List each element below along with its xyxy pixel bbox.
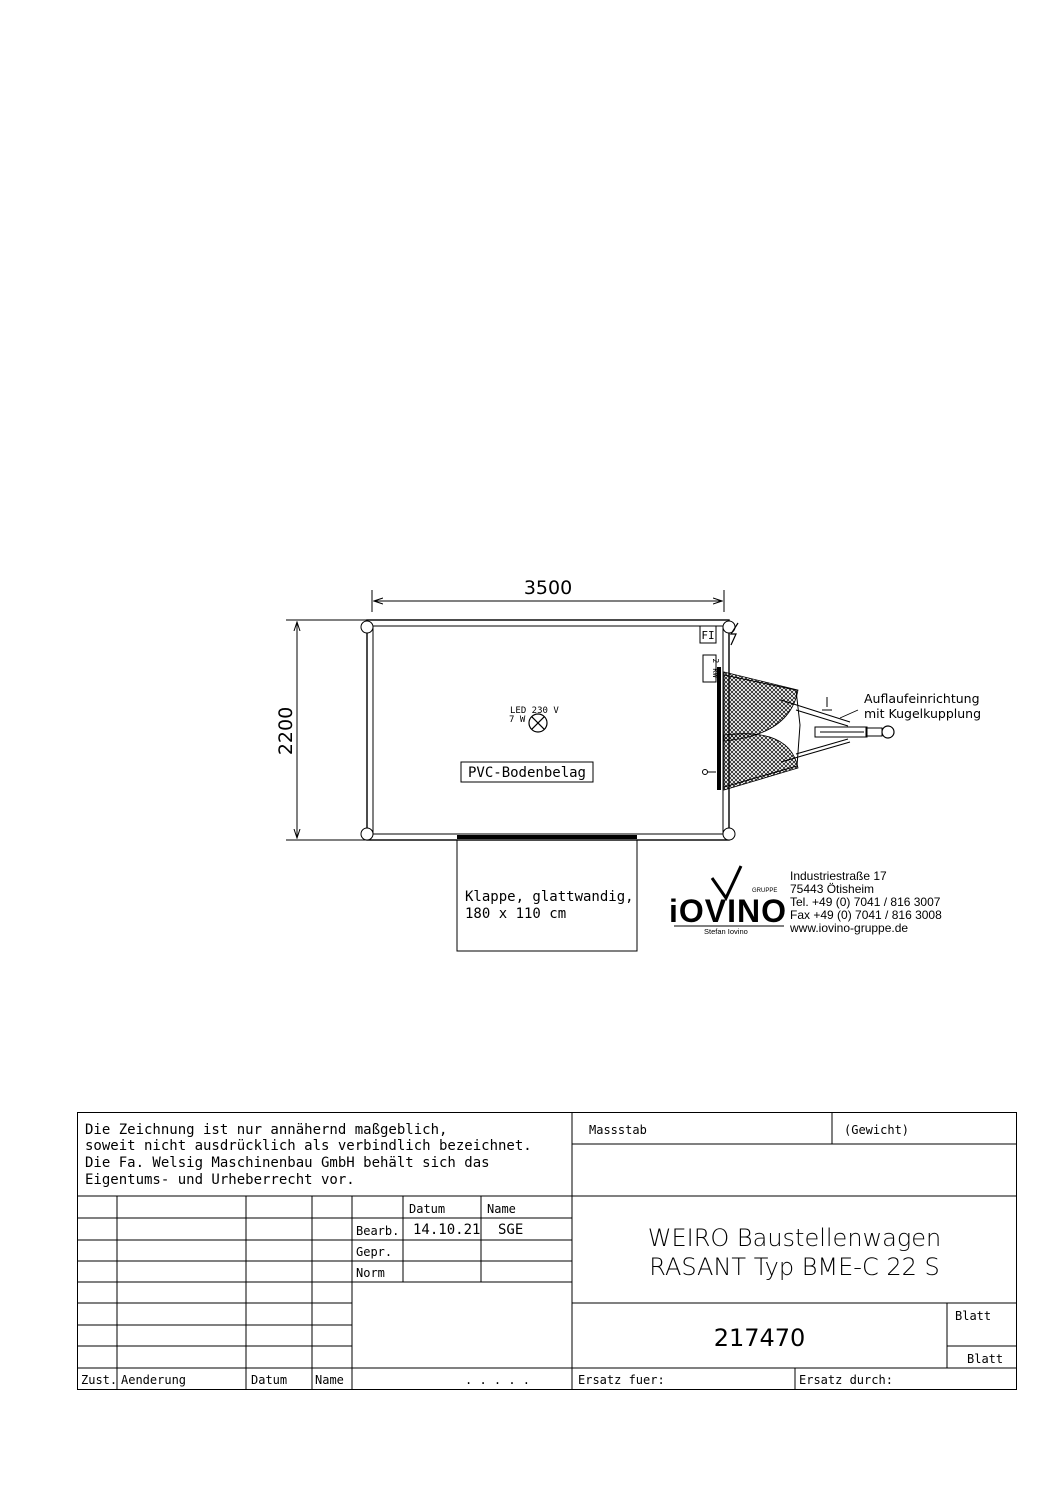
- hitch-label-line2: mit Kugelkupplung: [864, 706, 982, 721]
- company-web: www.iovino-gruppe.de: [790, 921, 909, 935]
- fi-switch-label: FI: [701, 629, 715, 642]
- drawing-title-line1: WEIRO Baustellenwagen: [647, 1224, 942, 1252]
- flap-door: [457, 837, 637, 951]
- floor-label: PVC-Bodenbelag: [467, 765, 587, 781]
- bearb-name: SGE: [498, 1222, 524, 1238]
- socket-label: 2 kW: [711, 658, 720, 678]
- logo-brand: iOVINO: [669, 893, 788, 929]
- fi-switch: [700, 626, 716, 643]
- trailer-body: [367, 620, 729, 840]
- sheet-label: Blatt: [955, 1309, 992, 1323]
- col-datum-header: Datum: [409, 1202, 446, 1216]
- logo-owner: Stefan Iovino: [704, 927, 748, 936]
- replaces-label: Ersatz fuer:: [578, 1373, 665, 1387]
- corner-stand-bottom-right: [723, 828, 735, 840]
- row-bearb: Bearb.: [356, 1224, 400, 1238]
- row-gepr: Gepr.: [356, 1245, 393, 1259]
- drain-symbol: [703, 770, 717, 775]
- logo-brand-sub: GRUPPE: [752, 888, 778, 894]
- width-dimension: [275, 620, 368, 840]
- hitch-label-line1: Auflaufeinrichtung: [864, 691, 980, 706]
- flap-label-line1: Klappe, glattwandig,: [465, 889, 634, 905]
- notice-line2: soweit nicht ausdrücklich als verbindlich bezeichnet.: [85, 1138, 532, 1154]
- row-norm: Norm: [356, 1266, 385, 1280]
- company-fax: Fax +49 (0) 7041 / 816 3008: [790, 908, 942, 922]
- tow-hitch: [724, 672, 894, 790]
- flap-label-line2: 180 x 110 cm: [465, 906, 567, 922]
- corner-stand-top-left: [361, 621, 373, 633]
- title-block: [77, 1112, 1017, 1390]
- notice-line1: Die Zeichnung ist nur annähernd maßgeblich,: [85, 1122, 448, 1138]
- length-dimension-label: 3500: [523, 577, 573, 599]
- coupling-ball-icon: [882, 726, 894, 738]
- floor-covering: [461, 762, 593, 782]
- col-name-header: Name: [487, 1202, 516, 1216]
- lamp-label-line2: 7 W: [509, 715, 526, 725]
- replaced-by-label: Ersatz durch:: [799, 1373, 893, 1387]
- weight-label: (Gewicht): [844, 1123, 910, 1137]
- dots-placeholder: . . . . .: [465, 1373, 531, 1387]
- notice-line4: Eigentums- und Urheberrecht vor.: [85, 1172, 355, 1188]
- corner-stands: [361, 621, 735, 840]
- company-tel: Tel. +49 (0) 7041 / 816 3007: [790, 895, 941, 909]
- company-street: Industriestraße 17: [790, 869, 887, 883]
- rev-name: Name: [315, 1373, 344, 1387]
- notice-line3: Die Fa. Welsig Maschinenbau GmbH behält sich das: [85, 1155, 490, 1171]
- drawing-number: 217470: [713, 1324, 806, 1352]
- length-dimension: [372, 577, 724, 612]
- lamp-label-line1: LED 230 V: [510, 706, 559, 716]
- company-logo: [669, 866, 787, 936]
- width-dimension-label: 2200: [275, 706, 297, 756]
- company-address: [790, 870, 942, 935]
- rev-aenderung: Aenderung: [121, 1373, 187, 1387]
- company-city: 75443 Ötisheim: [790, 882, 875, 896]
- scale-label: Massstab: [589, 1123, 647, 1137]
- drawing-title-line2: RASANT Typ BME-C 22 S: [649, 1253, 940, 1281]
- rev-zust: Zust.: [81, 1373, 118, 1387]
- sheets-label: Blatt: [967, 1352, 1004, 1366]
- corner-stand-bottom-left: [361, 828, 373, 840]
- led-lamp: [509, 706, 559, 732]
- rev-datum: Datum: [251, 1373, 288, 1387]
- bearb-date: 14.10.21: [413, 1222, 481, 1238]
